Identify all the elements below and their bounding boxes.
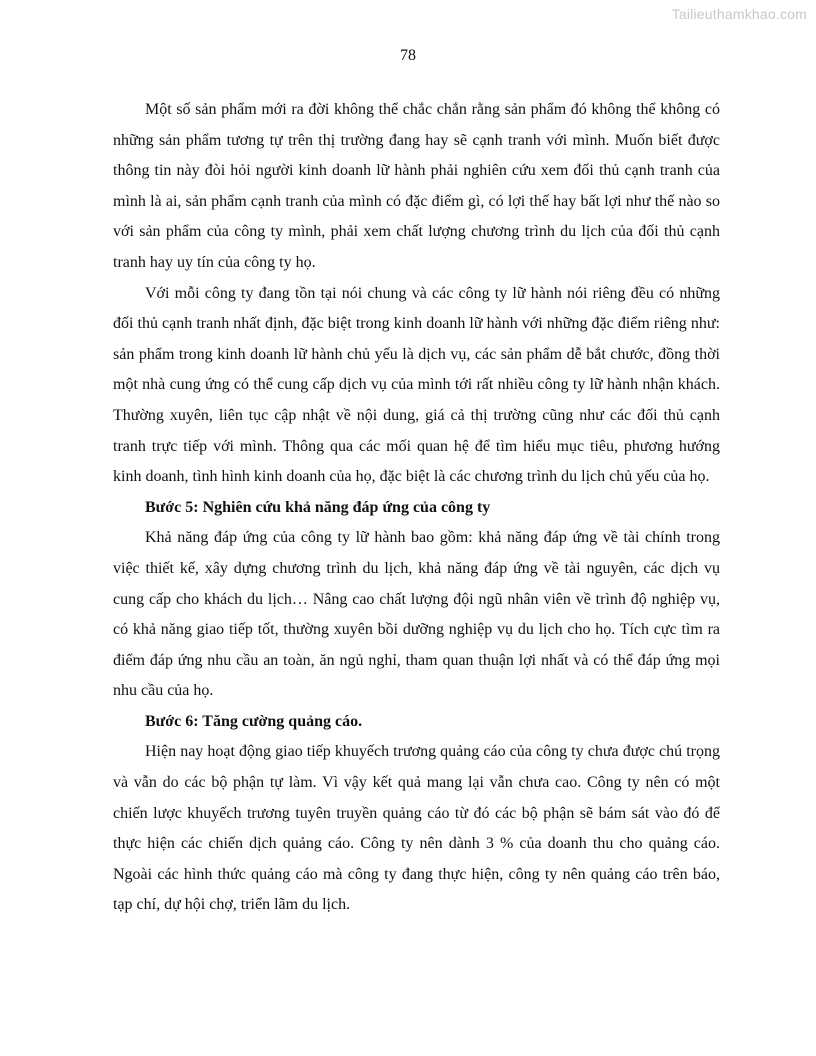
heading-step-5: Bước 5: Nghiên cứu khả năng đáp ứng của công ty — [145, 498, 491, 516]
paragraph-competitor-products: Một số sản phẩm mới ra đời không thể chắc chắn rằng sản phẩm đó không thể không có những sản phẩm tương tự trên thị trường đang hay sẽ cạnh tranh với mình. Muốn biết được thông tin này đòi hỏi người kinh doanh lữ hành phải nghiên cứu xem đối thủ cạnh tranh của mình là ai, sản phẩm cạnh tranh của mình có đặc điểm gì, có lợi thế hay bất lợi như thế nào so với sản phẩm của công ty mình, phải xem chất lượng chương trình du lịch của đối thủ cạnh tranh hay uy tín của công ty họ. — [113, 101, 720, 271]
paragraph-advertising: Hiện nay hoạt động giao tiếp khuyếch trương quảng cáo của công ty chưa được chú trọng và vẫn do các bộ phận tự làm. Vì vậy kết quả mang lại vẫn chưa cao. Công ty nên có một chiến lược khuyếch trương tuyên truyền quảng cáo từ đó các bộ phận sẽ bám sát vào đó để thực hiện các chiến dịch quảng cáo. Công ty nên dành 3 % của doanh thu cho quảng cáo. Ngoài các hình thức quảng cáo mà công ty đang thực hiện, công ty nên quảng cáo trên báo, tạp chí, dự hội chợ, triển lãm du lịch. — [113, 743, 720, 914]
document-body — [113, 95, 720, 921]
page-number: 78 — [400, 47, 416, 64]
site-watermark: Tailieuthamkhao.com — [671, 6, 807, 22]
paragraph-company-capacity: Khả năng đáp ứng của công ty lữ hành bao gồm: khả năng đáp ứng về tài chính trong việc thiết kế, xây dựng chương trình du lịch, khả năng đáp ứng về tài nguyên, các dịch vụ cung cấp cho khách du lịch… Nâng cao chất lượng đội ngũ nhân viên về trình độ nghiệp vụ, có khả năng giao tiếp tốt, thường xuyên bồi dưỡng nghiệp vụ du lịch cho họ. Tích cực tìm ra điểm đáp ứng nhu cầu an toàn, ăn ngủ nghỉ, tham quan thuận lợi nhất và có thể đáp ứng mọi nhu cầu của họ. — [113, 529, 720, 700]
paragraph-competitor-analysis: Với mỗi công ty đang tồn tại nói chung và các công ty lữ hành nói riêng đều có những đối thủ cạnh tranh nhất định, đặc biệt trong kinh doanh lữ hành với những đặc điểm riêng như: sản phẩm trong kinh doanh lữ hành chủ yếu là dịch vụ, các sản phẩm dễ bắt chước, đồng thời một nhà cung ứng có thể cung cấp dịch vụ của mình tới rất nhiều công ty lữ hành nhận khách. Thường xuyên, liên tục cập nhật về nội dung, giá cả thị trường cũng như các đối thủ cạnh tranh trực tiếp với mình. Thông qua các mối quan hệ để tìm hiểu mục tiêu, phương hướng kinh doanh, tình hình kinh doanh của họ, đặc biệt là các chương trình du lịch chủ yếu của họ. — [113, 284, 720, 486]
heading-step-6: Bước 6: Tăng cường quảng cáo. — [145, 712, 363, 730]
